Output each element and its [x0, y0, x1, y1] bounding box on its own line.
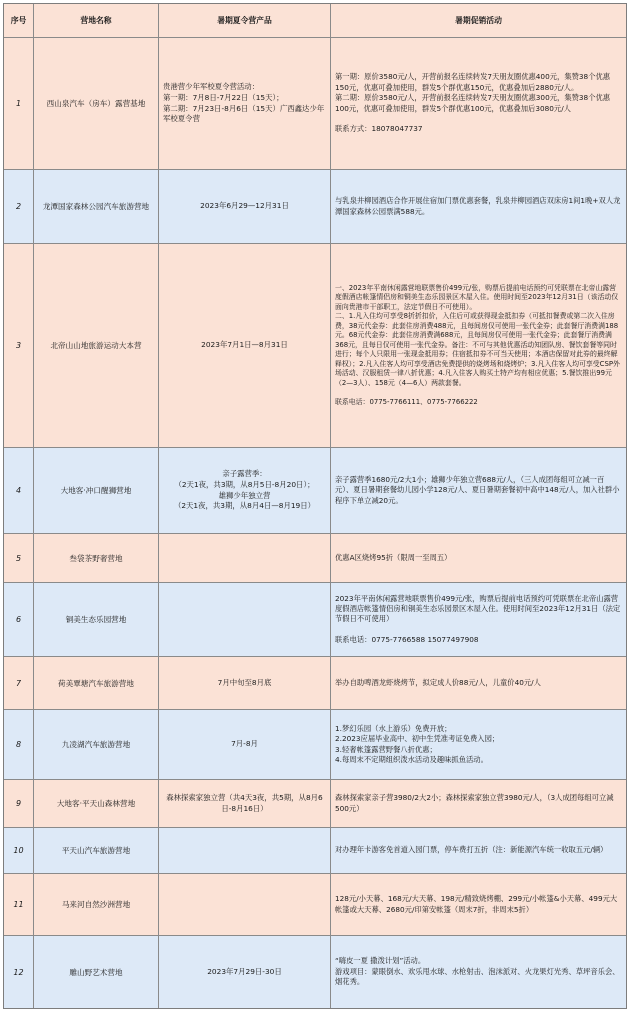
camp-name: 铜美生态乐园营地 [34, 583, 159, 656]
table-row [4, 170, 626, 244]
summer-promo: 第一期：原价3580元/人，开营前报名连续转发7天朋友圈优惠400元，集赞38个优惠150元，优惠可叠加使用，群发5个群优惠150元，优惠叠加后2880元/人。 第二期：原价3580元/人，开营前报名连续转发7天朋友圈优惠300元，集赞38个优惠100元，优惠可叠加使用，群发5个群优惠100元，优惠叠加后3080元/人 联系方式：18078047737 [335, 72, 611, 134]
camp-name: 龙潭国家森林公园汽车旅游营地 [34, 170, 159, 243]
summer-products: 森林探索家独立营（共4天3夜，共5期，从8月6日-8月16日） [159, 780, 331, 827]
camp-name: 大地客·平天山森林营地 [34, 780, 159, 827]
camp-name: 叁袋茶野奢营地 [34, 534, 159, 582]
summer-products [159, 583, 331, 656]
table-row [4, 583, 626, 657]
header-no: 序号 [4, 4, 34, 37]
camp-name: 马来河自然沙洲营地 [34, 874, 159, 935]
summer-products [159, 828, 331, 873]
summer-products: 7月中旬至8月底 [159, 657, 331, 709]
row-number: 1 [4, 38, 34, 169]
camp-name: 北帝山山地旅游运动大本营 [34, 244, 159, 447]
summer-products: 7月-8月 [159, 710, 331, 779]
table-row [4, 448, 626, 534]
table-row [4, 828, 626, 874]
row-number: 12 [4, 936, 34, 1008]
row-number: 2 [4, 170, 34, 243]
row-number: 4 [4, 448, 34, 533]
table-row [4, 38, 626, 170]
summer-products: 2023年7月29日-30日 [159, 936, 331, 1008]
table-row [4, 244, 626, 448]
row-number: 8 [4, 710, 34, 779]
row-number: 7 [4, 657, 34, 709]
camp-name: 平天山汽车旅游营地 [34, 828, 159, 873]
row-number: 5 [4, 534, 34, 582]
camp-promotions-table [3, 3, 627, 1009]
table-row [4, 657, 626, 710]
summer-promo: 128元/小天幕、168元/大天幕、198元/精致烧烤棚、299元/小帐篷&小天幕、499元大帐篷或大天幕、2680元/印第安帐篷（周末7折，非周末5折） [335, 894, 618, 914]
summer-products: 2023年6月29—12月31日 [159, 170, 331, 243]
table-row [4, 874, 626, 936]
camp-name: 九凌湖汽车旅游营地 [34, 710, 159, 779]
summer-products: 亲子露营季： （2天1夜，共3期，从8月5日-8月20日）； 雄狮少年独立营 （2天1夜，共3期，从8月4日—8月19日） [159, 448, 331, 533]
summer-promo: 一、2023年平南休闲露营地联票售价499元/张，购票后提前电话预约可凭联票在北帝山露营度假酒店帐篷情侣房和铜美生态乐园景区木屋入住。使用时间至2023年12月31日（该活动仅面向贵港市干部职工，法定节假日不可使用）。 二、1.凡入住均可享受8折折扣价，入住后可或获得现金抵扣券（可抵扣餐费或第二次入住房费，38元代金券：此套住房消费488元，且每间房仅可使用一张代金券；此套餐厅消费满188元。68元代金券：此套住房消费满688元，且每间房仅可使用一张代金券；此套餐厅消费满368元，且每日仅可使用一张代金券。备注：不可与其他优惠活动知团队房、餐饮套餐等同时进行；每个人只限用一张现金抵用券；住宿抵扣券不可当天使用；本酒店保留对此券的最终解释权）；2.凡入住客人均可享受酒店免费提供的烧烤场和烧烤炉；3.凡入住客人均可享受CSP外场活动、汉服租赁一律八折优惠；4.凡入住客人购买土特产均有相应优惠；5.餐饮推出99元（2—3人）、158元（4—6人）两款套餐。 联系电话：0775-7766111、0775-7766222 [335, 283, 620, 406]
table-header [4, 4, 626, 38]
summer-products: 贵港营少年军校夏令营活动： 第一期：7月8日-7月22日（15天）； 第二期：7月23日-8月6日（15天）广西鑫达少年军校夏令营 [159, 38, 331, 169]
table-row [4, 534, 626, 583]
camp-name: 大地客·冲口醒狮营地 [34, 448, 159, 533]
summer-promo: 亲子露营季1680元/2大1小；雄狮少年独立营688元/人，（三人成团每组可立减一百元）、夏日暑期套餐幼儿园小学128元/人、夏日暑期套餐初中高中148元/人，加入社群小程序下单立减20元。 [335, 474, 620, 505]
camp-name: 西山泉汽车（房车）露营基地 [34, 38, 159, 169]
summer-promo: 2023年平南休闲露营地联票售价499元/张，购票后提前电话预约可凭联票在北帝山露营度假酒店帐篷情侣房和铜美生态乐园景区木屋入住。使用时间至2023年12月31日（法定节假日不可使用） 联系电话：0775-7766588 15077497908 [335, 593, 621, 645]
row-number: 11 [4, 874, 34, 935]
summer-products [159, 874, 331, 935]
summer-promo: 优惠A区烧烤95折（限周一至周五） [335, 552, 452, 562]
header-name: 营地名称 [34, 4, 159, 37]
summer-promo: 与乳泉井柳园酒店合作开展住宿加门票优惠套餐，乳泉井柳园酒店双床房1间1晚+双人龙潭国家森林公园票满588元。 [335, 196, 621, 216]
summer-promo: 1.梦幻乐园（水上游乐）免费开放； 2.2023应届毕业高中、初中生凭准考证免费入园； 3.轻奢帐篷露营野餐八折优惠； 4.每周末不定期组织泼水活动及趣味抓鱼活动。 [335, 723, 500, 764]
summer-products: 2023年7月1日—8月31日 [159, 244, 331, 447]
summer-promo: “嗨皮一夏 撒泼计划”活动。 游戏项目：蒙眼倒水、欢乐甩水球、水枪射击、泡沫派对、火龙果灯光秀、草坪音乐会、烟花秀。 [335, 956, 620, 987]
camp-name: 荷美覃塘汽车旅游营地 [34, 657, 159, 709]
summer-products [159, 534, 331, 582]
table-row [4, 710, 626, 780]
row-number: 3 [4, 244, 34, 447]
summer-promo: 森林探索家亲子营3980/2大2小；森林探索家独立营3980元/人，（3人成团每组可立减500元） [335, 793, 614, 813]
table-row [4, 936, 626, 1008]
row-number: 6 [4, 583, 34, 656]
summer-promo: 对办理年卡游客免首道入园门票，停车费打五折（注：新能源汽车统一收取五元/辆） [335, 845, 608, 855]
row-number: 9 [4, 780, 34, 827]
row-number: 10 [4, 828, 34, 873]
header-promo: 暑期促销活动 [455, 15, 502, 25]
camp-name: 雕山野艺术营地 [34, 936, 159, 1008]
table-row [4, 780, 626, 828]
summer-promo: 举办自助啤酒龙虾烧烤节，拟定成人价88元/人，儿童价40元/人 [335, 677, 541, 687]
header-products: 暑期夏令营产品 [159, 4, 331, 37]
